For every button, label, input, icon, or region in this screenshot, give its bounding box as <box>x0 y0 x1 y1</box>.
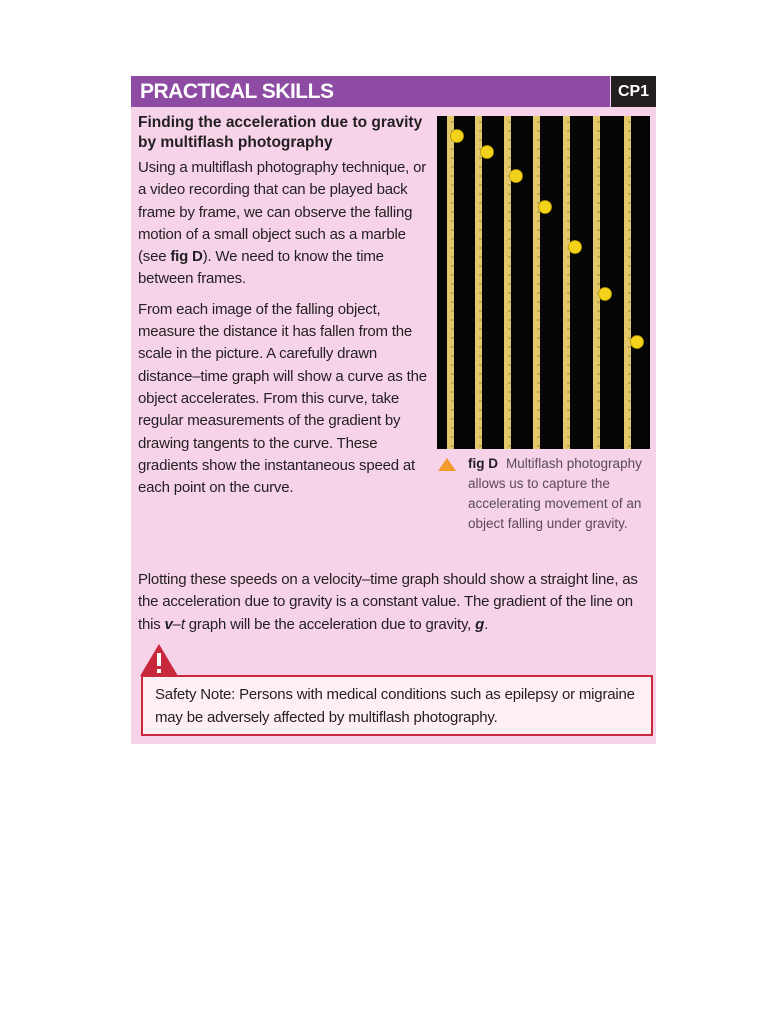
section-heading: Finding the acceleration due to gravity by multiflash photography <box>138 114 423 151</box>
marble-image <box>569 241 582 254</box>
safety-note: Safety Note: Persons with medical conditions such as epilepsy or migraine may be adversely affected by multiflash photography. <box>141 675 653 736</box>
ruler-strip <box>504 116 511 449</box>
marble-image <box>599 288 612 301</box>
paragraph-technique <box>138 157 428 291</box>
paragraph-velocity-time <box>138 569 653 636</box>
ruler-strip <box>563 116 570 449</box>
practical-skills-panel <box>131 76 656 744</box>
triangle-marker-icon <box>438 458 456 471</box>
marble-image <box>510 170 523 183</box>
ruler-strip <box>624 116 631 449</box>
paragraph-measurement: From each image of the falling object, measure the distance it has fallen from the scale in the picture. A carefully drawn distance–time graph will show a curve as the object accelerates. From this curve, take regular measurements of the gradient by drawing tangents to the curve. These gradients show the instantaneous speed at each point on the curve. <box>138 300 427 497</box>
multiflash-photo <box>437 116 650 449</box>
caption-label: fig D <box>468 456 498 471</box>
header-bar <box>131 76 656 107</box>
paragraph-velocity-text-mid: graph will be the acceleration due to gravity, <box>184 615 476 633</box>
caption-text-block <box>468 454 654 534</box>
figure-reference: fig D <box>170 248 203 266</box>
paragraph-velocity-text-start: Plotting these speeds on a velocity–time graph should show a straight line, as the acceleration due to gravity is a constant value. The gradient of the line on this <box>138 571 638 633</box>
marble-image <box>631 336 644 349</box>
left-column <box>138 113 428 507</box>
marble-image <box>539 201 552 214</box>
marble-image <box>481 146 494 159</box>
marble-image <box>451 130 464 143</box>
paragraph-velocity-text-end: . <box>484 615 489 633</box>
symbol-v: v <box>164 615 173 633</box>
multiflash-figure <box>437 116 650 449</box>
panel-title: PRACTICAL SKILLS <box>131 76 610 107</box>
ruler-strip <box>447 116 454 449</box>
panel-code-badge: CP1 <box>611 76 656 107</box>
caption-body: Multiflash photography allows us to capture the accelerating movement of an object falling under gravity. <box>468 456 642 531</box>
symbol-g: g <box>475 615 485 633</box>
ruler-strip <box>593 116 600 449</box>
paragraph-technique-text-start: Using a multiflash photography technique, or a video recording that can be played back frame by frame, we can observe the falling motion of a small object such as a marble (see <box>138 159 427 266</box>
symbol-dash: – <box>172 615 181 633</box>
ruler-strip <box>475 116 482 449</box>
paragraph-technique-text-end: ). We need to know the time between frames. <box>138 248 384 288</box>
symbol-t: t <box>180 615 185 633</box>
ruler-strip <box>533 116 540 449</box>
warning-icon <box>139 643 179 677</box>
